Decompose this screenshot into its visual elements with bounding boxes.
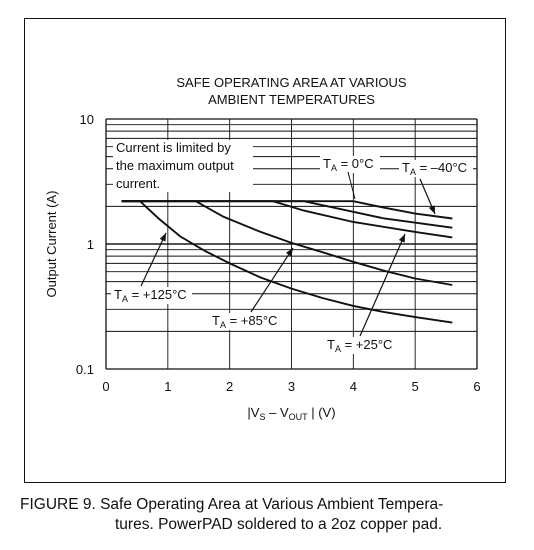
label-leader xyxy=(348,172,355,199)
note-line: the maximum output xyxy=(116,158,234,173)
x-tick-label: 5 xyxy=(411,379,419,394)
label-arrow xyxy=(251,248,293,312)
figure-caption xyxy=(20,495,520,535)
y-tick-label: 0.1 xyxy=(75,362,94,377)
y-tick-label: 1 xyxy=(86,237,94,252)
note-line: Current is limited by xyxy=(116,140,231,155)
series-label-125c: $T_A = +125^\circ C$ xyxy=(114,287,187,304)
label-arrowhead xyxy=(160,233,166,242)
note-line: current. xyxy=(116,176,161,191)
series-label-25c: $T_A = +25^\circ C$ xyxy=(327,337,393,354)
caption-line-1: FIGURE 9. Safe Operating Area at Various Ambient Tempera- xyxy=(20,496,444,513)
chart-title-line: SAFE OPERATING AREA AT VARIOUS xyxy=(176,75,407,90)
series-curve xyxy=(122,201,453,285)
x-axis-label: $|V_S - V_{OUT}$ | (V) xyxy=(247,405,336,422)
x-tick-label: 6 xyxy=(473,379,481,394)
soa-chart xyxy=(25,19,507,484)
x-tick-label: 2 xyxy=(226,379,234,394)
chart-title-line: AMBIENT TEMPERATURES xyxy=(208,92,375,107)
x-tick-label: 1 xyxy=(164,379,172,394)
series-label-85c: $T_A = +85^\circ C$ xyxy=(212,313,278,330)
series-label-0c: $T_A = 0^\circ C$ xyxy=(323,156,374,173)
caption-line-2: tures. PowerPAD soldered to a 2oz copper pad. xyxy=(115,516,443,533)
x-tick-label: 0 xyxy=(102,379,110,394)
series-label-minus40c: $T_A = -40^\circ C$ xyxy=(402,160,468,177)
figure-frame xyxy=(24,18,506,483)
y-axis-label: Output Current (A) xyxy=(44,190,59,298)
label-arrow xyxy=(141,233,166,286)
y-tick-label: 10 xyxy=(79,112,94,127)
x-tick-label: 3 xyxy=(287,379,296,394)
label-arrowhead xyxy=(399,234,405,243)
series-curve xyxy=(122,201,453,322)
x-tick-label: 4 xyxy=(349,379,357,394)
series-curve xyxy=(122,201,453,218)
